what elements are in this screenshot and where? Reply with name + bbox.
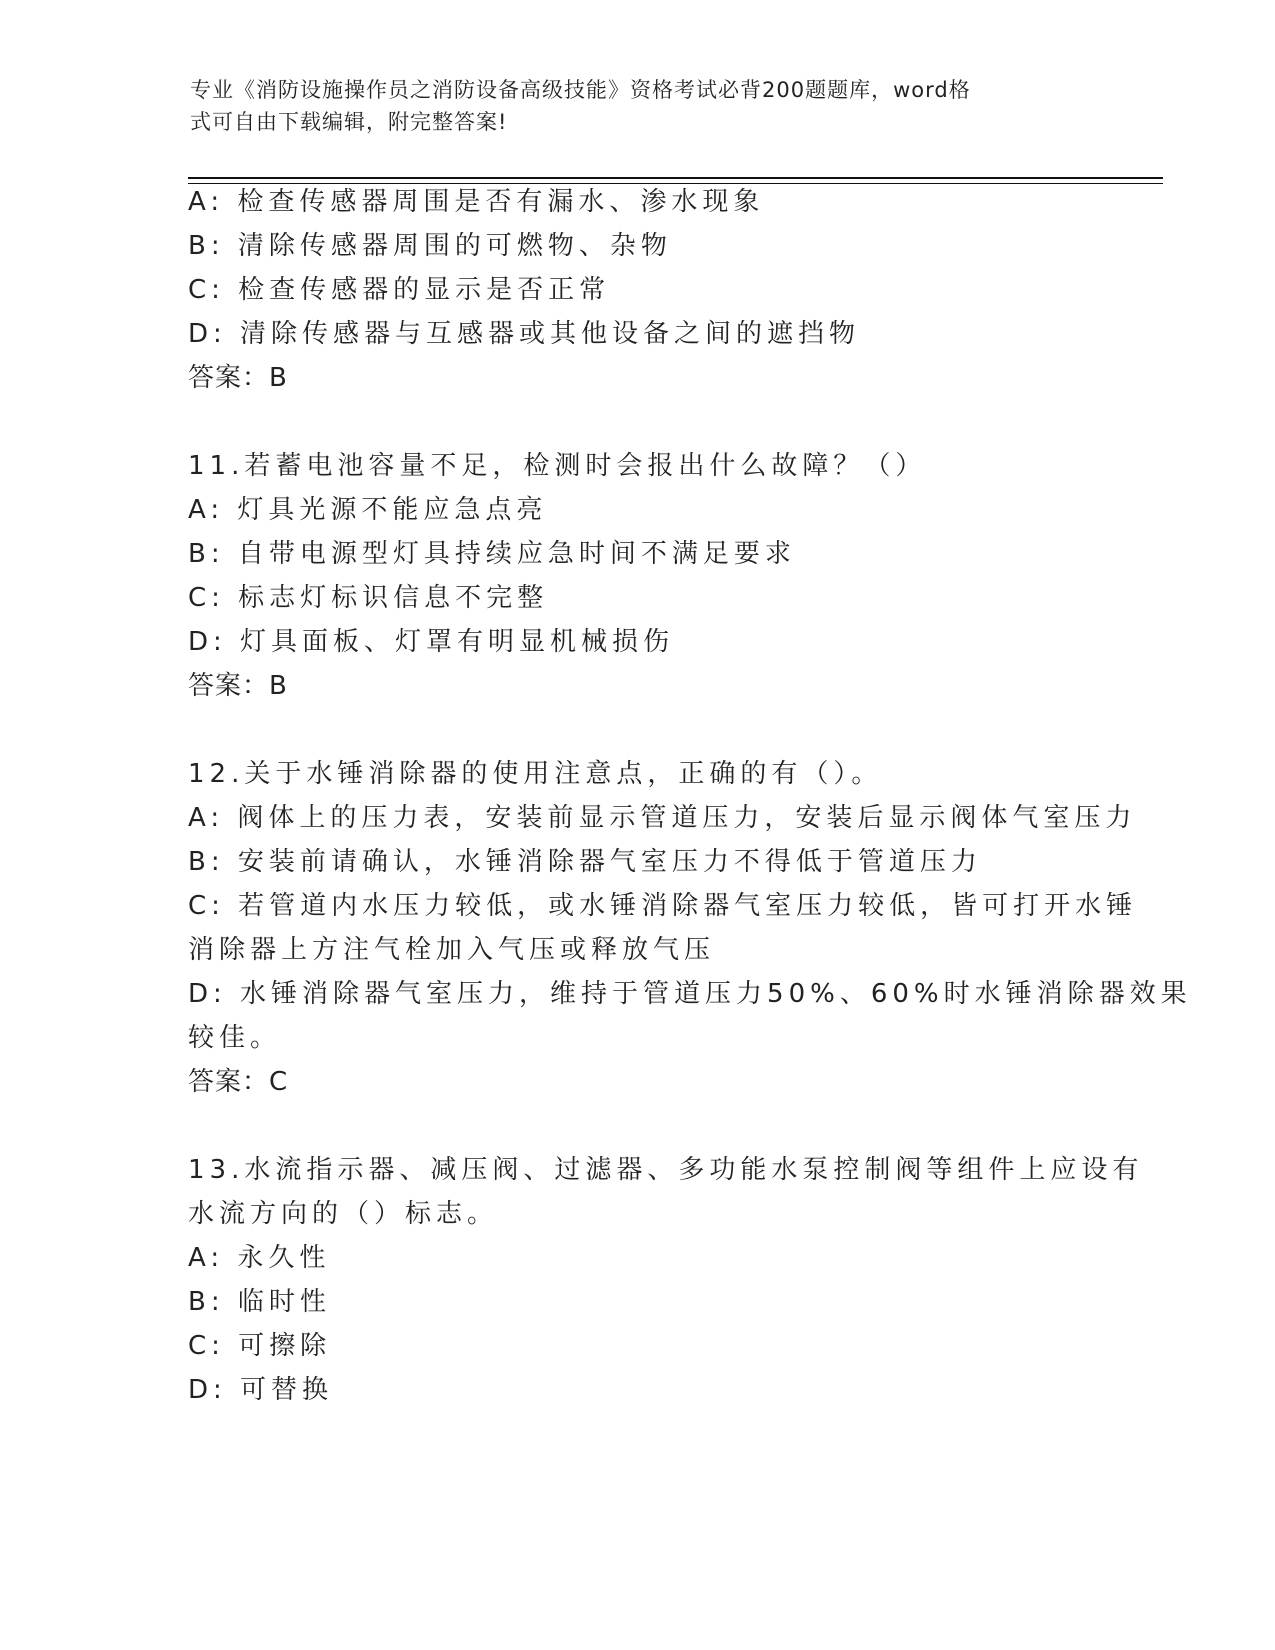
q13-option-c: C: 可擦除: [188, 1331, 332, 1361]
q12-option-b: B: 安装前请确认，水锤消除器气室压力不得低于管道压力: [188, 847, 982, 877]
q10-option-b: B: 清除传感器周围的可燃物、杂物: [188, 231, 672, 261]
q13-option-b: B: 临时性: [188, 1287, 331, 1317]
q12-option-c-cont: 消除器上方注气栓加入气压或释放气压: [188, 935, 716, 965]
q10-option-d: D: 清除传感器与互感器或其他设备之间的遮挡物: [188, 319, 861, 349]
q11-stem: 11.若蓄电池容量不足，检测时会报出什么故障？（）: [188, 451, 927, 481]
q11-option-a: A: 灯具光源不能应急点亮: [188, 495, 548, 525]
q13-stem: 13.水流指示器、减压阀、过滤器、多功能水泵控制阀等组件上应设有: [188, 1155, 1144, 1185]
q12-stem: 12.关于水锤消除器的使用注意点，正确的有（）。: [188, 759, 883, 789]
header-line-2: 式可自由下载编辑，附完整答案!: [190, 110, 508, 134]
q10-option-a: A: 检查传感器周围是否有漏水、渗水现象: [188, 187, 765, 217]
header-divider-thick: [188, 177, 1163, 179]
q13-option-d: D: 可替换: [188, 1375, 334, 1405]
q11-option-b: B: 自带电源型灯具持续应急时间不满足要求: [188, 539, 796, 569]
header-divider-thin: [188, 183, 1163, 184]
q11-option-c: C: 标志灯标识信息不完整: [188, 583, 549, 613]
document-header: [190, 74, 1070, 138]
q10-option-c: C: 检查传感器的显示是否正常: [188, 275, 611, 305]
q12-answer: 答案：C: [188, 1067, 289, 1097]
q13-option-a: A: 永久性: [188, 1243, 331, 1273]
q11-option-d: D: 灯具面板、灯罩有明显机械损伤: [188, 627, 675, 657]
q11-answer: 答案：B: [188, 671, 288, 701]
q12-option-d-cont: 较佳。: [188, 1023, 282, 1053]
header-line-1: 专业《消防设施操作员之消防设备高级技能》资格考试必背200题题库，word格: [190, 78, 971, 102]
q13-stem-cont: 水流方向的（）标志。: [188, 1199, 499, 1229]
q12-option-d: D: 水锤消除器气室压力，维持于管道压力50%、60%时水锤消除器效果: [188, 979, 1192, 1009]
q10-answer: 答案：B: [188, 363, 288, 393]
q12-option-a: A: 阀体上的压力表，安装前显示管道压力，安装后显示阀体气室压力: [188, 803, 1137, 833]
q12-option-c: C: 若管道内水压力较低，或水锤消除器气室压力较低，皆可打开水锤: [188, 891, 1138, 921]
